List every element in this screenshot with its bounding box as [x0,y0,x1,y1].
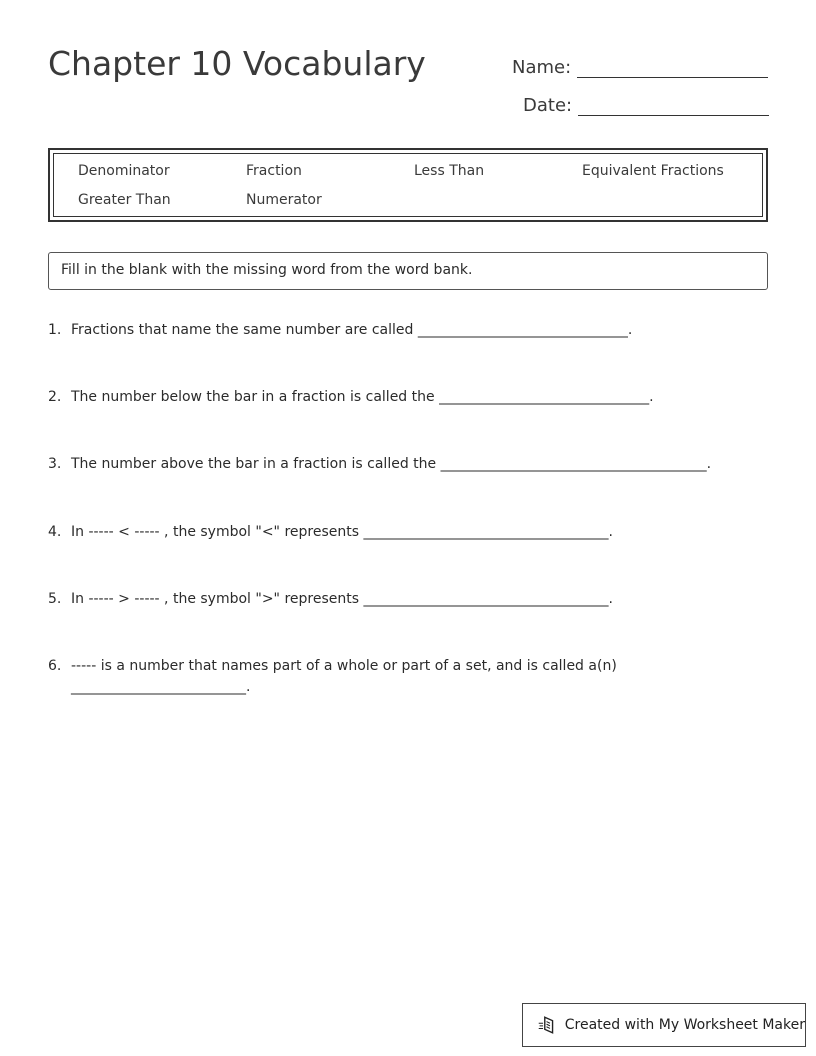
question-number: 4. [48,524,62,540]
name-line[interactable] [577,77,768,78]
word-bank-item: Fraction [246,163,302,179]
word-bank-item: Numerator [246,192,322,208]
question-number: 5. [48,591,62,607]
page-title: Chapter 10 Vocabulary [48,44,426,83]
question-text: Fractions that name the same number are called ______________________________. [71,322,633,338]
word-bank-item: Denominator [78,163,170,179]
question-number: 6. [48,658,62,674]
question-number: 1. [48,322,62,338]
question-number: 2. [48,389,62,405]
date-field[interactable] [523,86,769,116]
word-bank-item: Greater Than [78,192,171,208]
question-text: The number above the bar in a fraction is called the ______________________________________. [71,456,712,472]
name-field[interactable] [512,48,768,78]
date-label: Date: [523,95,573,116]
question-text: In ----- < ----- , the symbol "<" represents ___________________________________. [71,524,613,540]
question-text: ----- is a number that names part of a whole or part of a set, and is called a(n) [71,658,617,674]
instructions-box: Fill in the blank with the missing word from the word bank. [48,252,768,290]
word-bank-item: Equivalent Fractions [582,163,724,179]
word-bank-item: Less Than [414,163,485,179]
footer-text: Created with My Worksheet Maker [564,1017,805,1033]
word-bank [48,148,768,222]
date-line[interactable] [578,115,769,116]
name-label: Name: [512,57,572,78]
question-text: The number below the bar in a fraction is called the ______________________________. [71,389,654,405]
footer-badge[interactable] [522,1003,806,1047]
worksheet-maker-logo-icon [537,1014,558,1036]
question-number: 3. [48,456,62,472]
question-text: In ----- > ----- , the symbol ">" represents ___________________________________. [71,591,613,607]
question-text-continued: _________________________. [71,679,251,695]
